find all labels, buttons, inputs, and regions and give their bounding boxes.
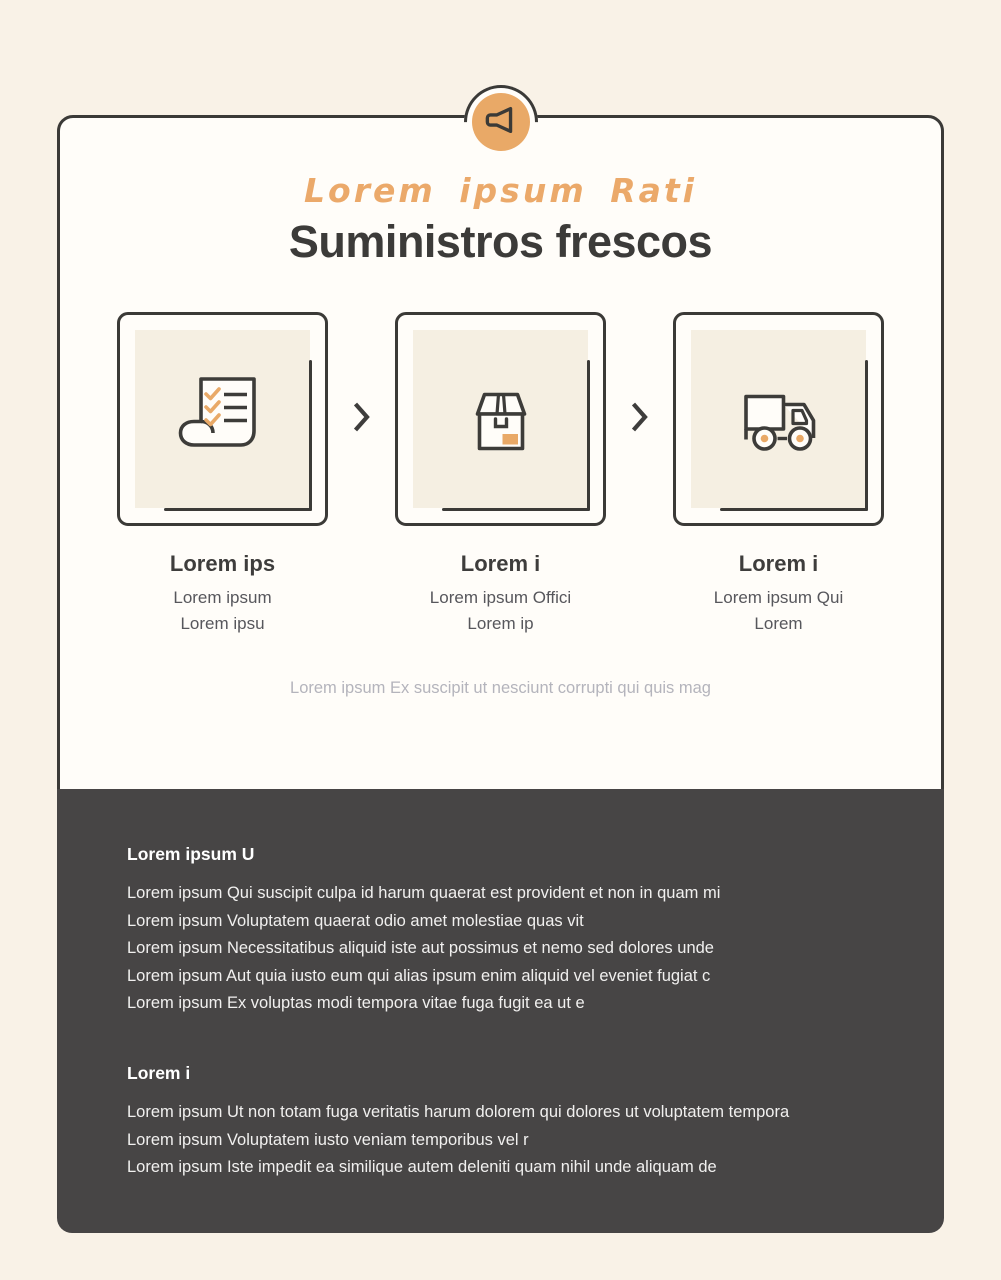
announcement-badge [464,85,538,159]
megaphone-icon [481,100,521,145]
list-item: Lorem ipsum Ex voluptas modi tempora vitae fuga fugit ea ut e [127,994,585,1013]
step-arrow-2 [606,312,673,526]
checklist-document-icon [163,357,283,482]
step-1 [117,312,328,636]
step-2-title: Lorem i [460,551,541,576]
details-panel [57,789,944,1233]
step-3-line-1: Lorem ipsum Qui [713,588,844,607]
step-3-description [714,585,843,636]
list-item: Lorem ipsum Aut quia iusto eum qui alias ipsum enim aliquid vel eveniet fugiat c [127,966,711,985]
package-box-icon [441,357,561,482]
step-1-card [117,312,328,526]
details-section-1-heading: Lorem ipsum U [127,844,255,864]
footnote-caption: Lorem ipsum Ex suscipit ut nesciunt corrupti qui quis mag [290,679,711,697]
hero-section [60,170,941,789]
poster-card [57,115,944,1178]
step-1-title: Lorem ips [169,551,276,576]
details-section-2-heading: Lorem i [127,1062,191,1083]
panel-shadow-line [865,360,869,511]
process-steps-row [60,312,941,636]
step-3 [673,312,884,636]
page-title: Suministros frescos [288,216,713,267]
panel-shadow-line [309,360,313,511]
list-item: Lorem ipsum Qui suscipit culpa id harum quaerat est provident et non in quam mi [127,884,721,902]
step-3-card [673,312,884,526]
panel-shadow-line [587,360,591,511]
chevron-right-icon [353,401,370,438]
panel-shadow-line [720,508,868,512]
list-item: Lorem ipsum Necessitatibus aliquid iste aut possimus et nemo sed dolores unde [127,939,714,958]
step-2-line-2: Lorem ip [467,613,534,633]
step-2-card [395,312,606,526]
panel-shadow-line [442,508,590,512]
chevron-right-icon [631,401,648,438]
step-1-description [173,585,271,636]
step-2-description [430,585,571,636]
list-item: Lorem ipsum Voluptatem iusto veniam temporibus vel r [127,1130,529,1149]
step-2 [395,312,606,636]
step-1-line-2: Lorem ipsu [180,613,265,633]
eyebrow-script-title: Lorem ipsum Rati [304,171,697,210]
list-item: Lorem ipsum Ut non totam fuga veritatis harum dolorem qui dolores ut voluptatem tempora [127,1102,790,1121]
step-2-line-1: Lorem ipsum Offici [429,588,572,607]
step-arrow-1 [328,312,395,526]
step-3-line-2: Lorem [754,613,803,633]
list-item: Lorem ipsum Voluptatem quaerat odio amet molestiae quas vit [127,911,584,930]
step-1-line-1: Lorem ipsum [173,588,272,607]
delivery-truck-icon [719,357,839,482]
details-section-2-list [127,1099,874,1182]
step-3-title: Lorem i [738,551,819,576]
badge-circle [472,93,530,151]
panel-shadow-line [164,508,312,512]
list-item: Lorem ipsum Iste impedit ea similique autem deleniti quam nihil unde aliquam de [127,1158,717,1177]
details-section-1-list [127,880,874,1018]
